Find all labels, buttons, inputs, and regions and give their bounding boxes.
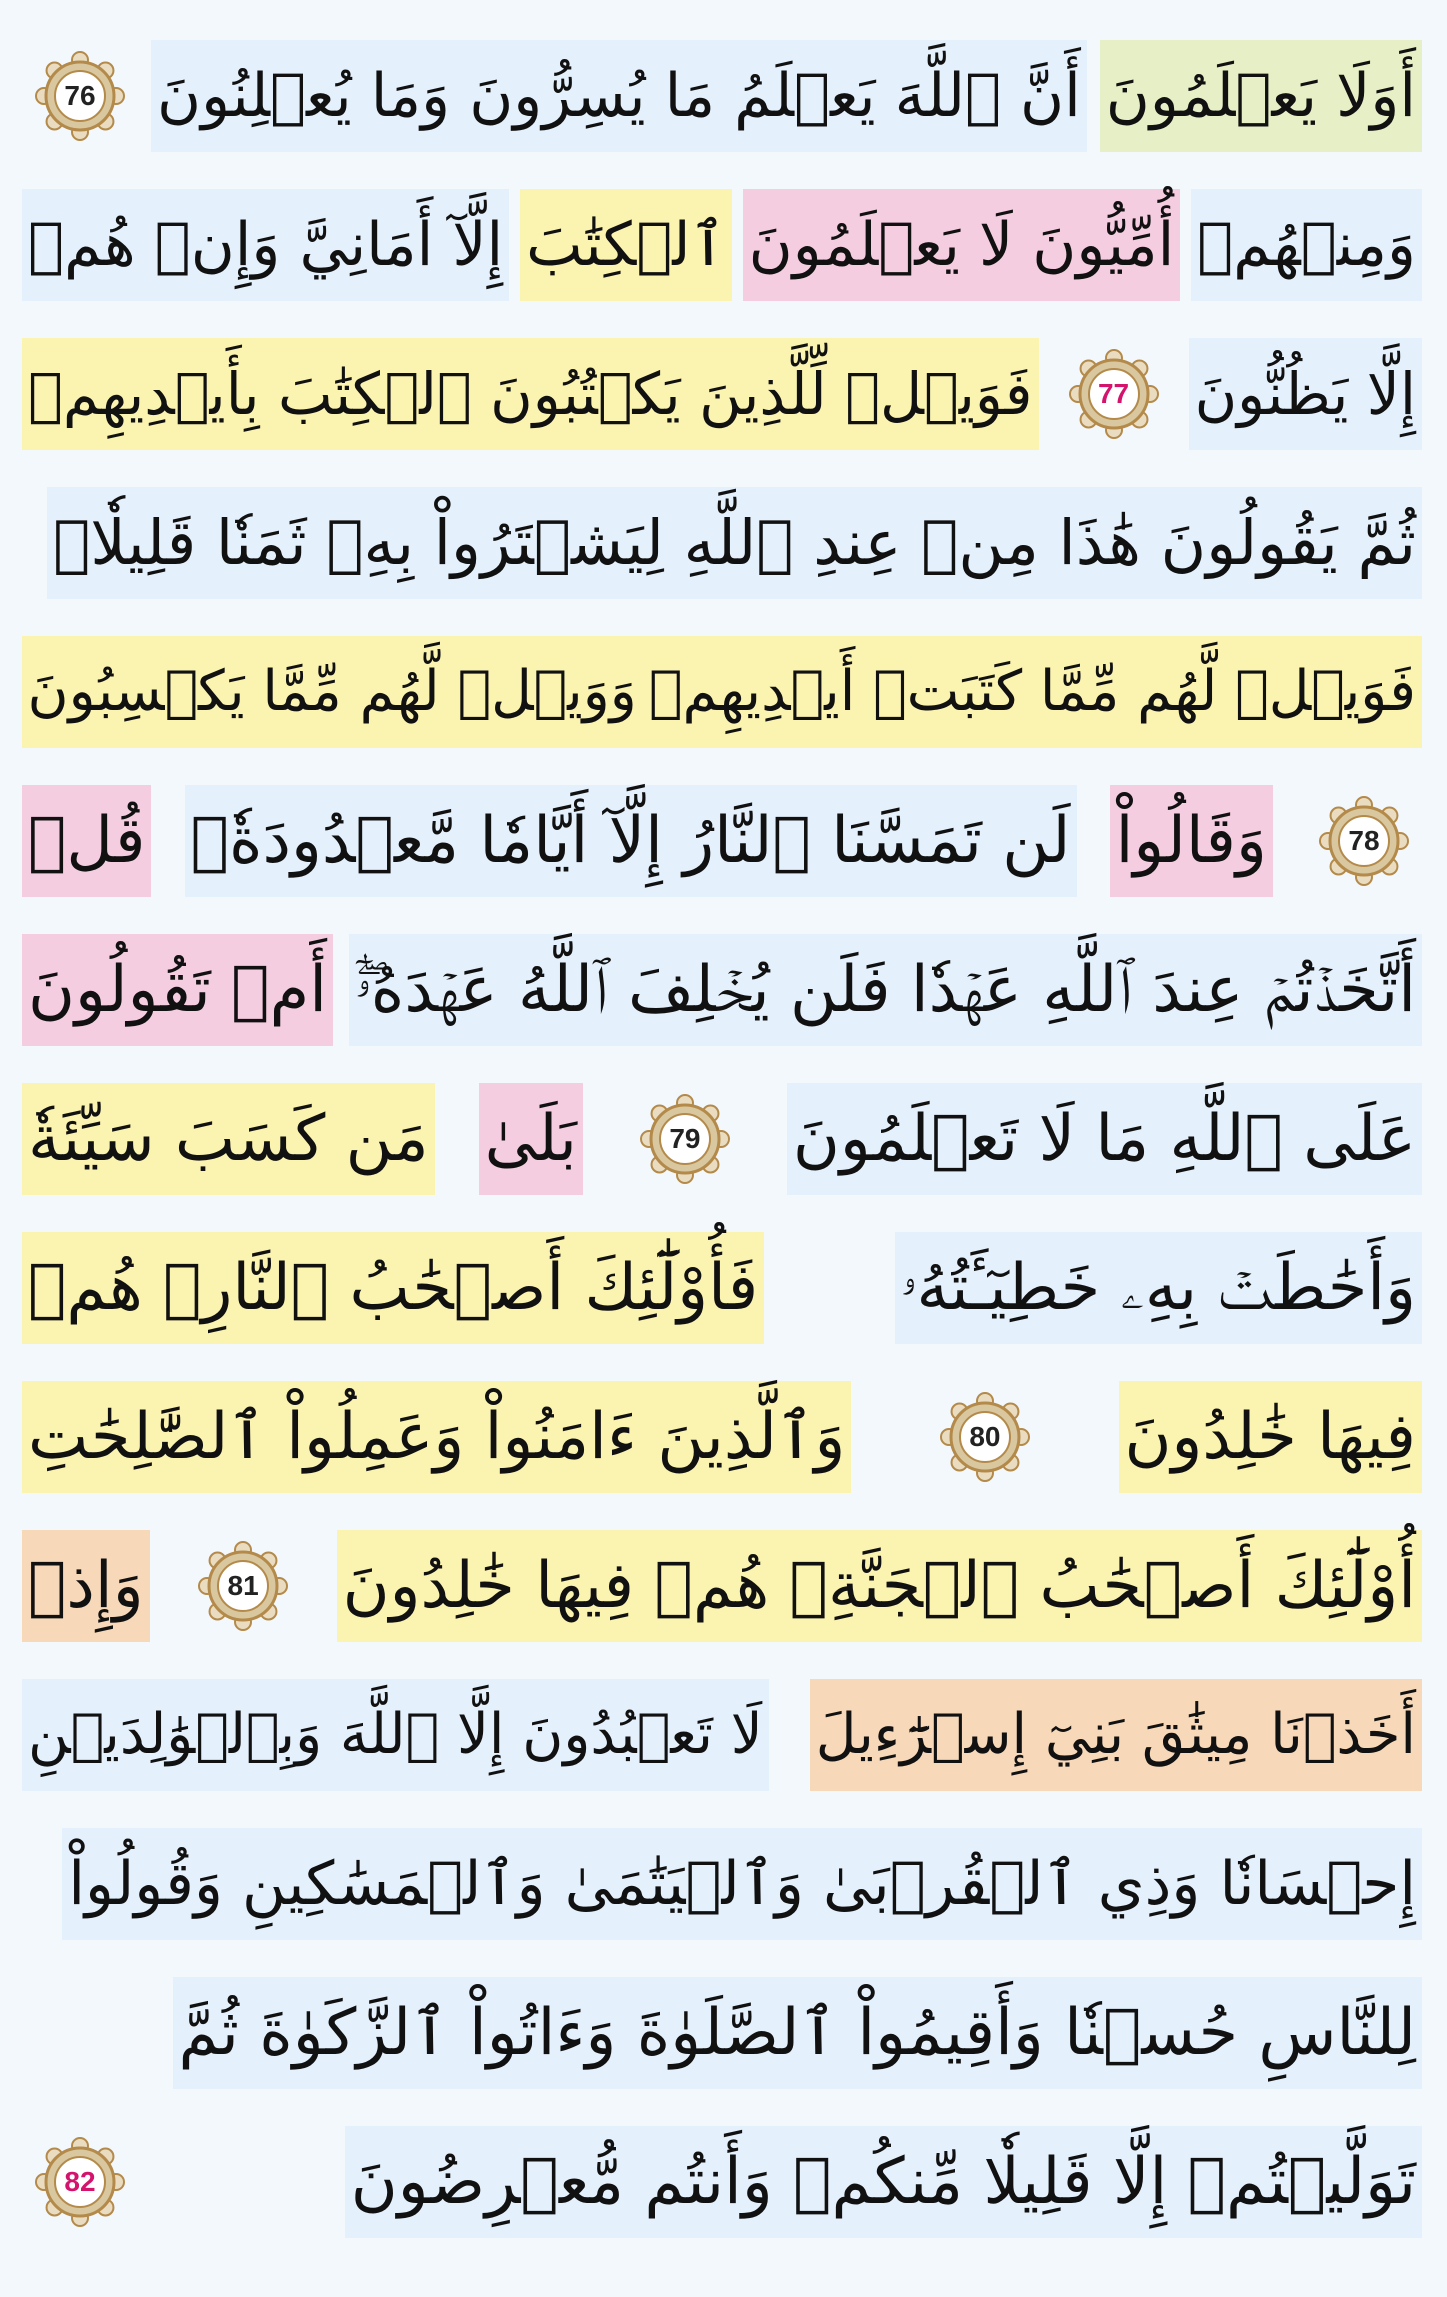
ayah-text-segment: أَمۡ تَقُولُونَ xyxy=(22,934,333,1046)
ayah-text-segment: وَمِنۡهُمۡ xyxy=(1191,189,1422,301)
verse-line xyxy=(22,930,1422,1050)
verse-number-77 xyxy=(1066,346,1162,442)
verse-number-label: 76 xyxy=(64,80,96,111)
ayah-text-segment: أَتَّخَذۡتُمۡ عِندَ ٱللَّهِ عَهۡدٗا فَلَن يُخۡلِفَ ٱللَّهُ عَهۡدَهُۥٓۖ xyxy=(349,934,1422,1046)
verse-number-label: 81 xyxy=(227,1570,259,1601)
verse-line xyxy=(22,632,1422,752)
verse-number-81 xyxy=(195,1538,291,1634)
verse-number-label: 77 xyxy=(1097,378,1130,409)
ayah-text-segment: تَوَلَّيۡتُمۡ إِلَّا قَلِيلٗا مِّنكُمۡ وَأَنتُم مُّعۡرِضُونَ xyxy=(345,2126,1422,2238)
verse-number-79 xyxy=(637,1091,733,1187)
verse-number-label: 80 xyxy=(969,1421,1001,1452)
ayah-text-segment: أَخَذۡنَا مِيثَٰقَ بَنِيٓ إِسۡرَٰٓءِيلَ xyxy=(810,1679,1422,1791)
ayah-text-segment: إِلَّآ أَمَانِيَّ وَإِنۡ هُمۡ xyxy=(22,189,509,301)
ayah-text-segment: عَلَى ٱللَّهِ مَا لَا تَعۡلَمُونَ xyxy=(787,1083,1422,1195)
ayah-text-segment: لَن تَمَسَّنَا ٱلنَّارُ إِلَّآ أَيَّامٗا مَّعۡدُودَةٗۚ xyxy=(185,785,1077,897)
ayah-text-segment: بَلَىٰ xyxy=(479,1083,583,1195)
ayah-text-segment: أَوَلَا يَعۡلَمُونَ xyxy=(1100,40,1422,152)
verse-number-82 xyxy=(32,2134,128,2230)
verse-line xyxy=(22,1824,1422,1944)
verse-line xyxy=(22,1675,1422,1795)
verse-line xyxy=(22,334,1422,454)
ayah-text-segment: إِلَّا يَظُنُّونَ xyxy=(1189,338,1422,450)
verse-number-80 xyxy=(937,1389,1033,1485)
verse-line xyxy=(22,483,1422,603)
ayah-text-segment: وَٱلَّذِينَ ءَامَنُواْ وَعَمِلُواْ ٱلصَّٰلِحَٰتِ xyxy=(22,1381,851,1493)
verse-number-label: 78 xyxy=(1348,825,1380,856)
ayah-text-segment: فَوَيۡلٞ لِّلَّذِينَ يَكۡتُبُونَ ٱلۡكِتَٰبَ بِأَيۡدِيهِمۡ xyxy=(22,338,1039,450)
verse-number-label: 82 xyxy=(64,2166,96,2197)
verse-number-78 xyxy=(1316,793,1412,889)
verse-line xyxy=(22,2122,1422,2242)
ayah-text-segment: لِلنَّاسِ حُسۡنٗا وَأَقِيمُواْ ٱلصَّلَوٰةَ وَءَاتُواْ ٱلزَّكَوٰةَ ثُمَّ xyxy=(173,1977,1423,2089)
ayah-text-segment: وَإِذۡ xyxy=(22,1530,150,1642)
ayah-text-segment: فَوَيۡلٞ لَّهُم مِّمَّا كَتَبَتۡ أَيۡدِيهِمۡ xyxy=(643,636,1422,748)
verse-line xyxy=(22,185,1422,305)
verse-number-76 xyxy=(32,48,128,144)
verse-line xyxy=(22,1228,1422,1348)
ayah-text-segment: أَنَّ ٱللَّهَ يَعۡلَمُ مَا يُسِرُّونَ وَمَا يُعۡلِنُونَ xyxy=(151,40,1087,152)
verse-line xyxy=(22,1526,1422,1646)
ayah-text-segment: وَأَحَٰطَتۡ بِهِۦ خَطِيٓـَٔتُهُۥ xyxy=(895,1232,1423,1344)
verse-line xyxy=(22,1973,1422,2093)
ayah-text-segment: فَأُوْلَٰٓئِكَ أَصۡحَٰبُ ٱلنَّارِۖ هُمۡ xyxy=(22,1232,764,1344)
verse-line xyxy=(22,781,1422,901)
ayah-text-segment: إِحۡسَانٗا وَذِي ٱلۡقُرۡبَىٰ وَٱلۡيَتَٰمَىٰ وَٱلۡمَسَٰكِينِ وَقُولُواْ xyxy=(62,1828,1422,1940)
ayah-text-segment: ٱلۡكِتَٰبَ xyxy=(520,189,732,301)
verse-line xyxy=(22,1079,1422,1199)
ayah-text-segment: وَوَيۡلٞ لَّهُم مِّمَّا يَكۡسِبُونَ xyxy=(22,636,643,748)
verse-number-label: 79 xyxy=(669,1123,701,1154)
ayah-text-segment: فِيهَا خَٰلِدُونَ xyxy=(1119,1381,1423,1493)
verse-line xyxy=(22,36,1422,156)
ayah-text-segment: أُوْلَٰٓئِكَ أَصۡحَٰبُ ٱلۡجَنَّةِۖ هُمۡ فِيهَا خَٰلِدُونَ xyxy=(337,1530,1422,1642)
ayah-text-segment: لَا تَعۡبُدُونَ إِلَّا ٱللَّهَ وَبِٱلۡوَٰلِدَيۡنِ xyxy=(22,1679,769,1791)
ayah-text-segment: وَقَالُواْ xyxy=(1110,785,1273,897)
ayah-text-segment: قُلۡ xyxy=(22,785,151,897)
ayah-text-segment: ثُمَّ يَقُولُونَ هَٰذَا مِنۡ عِندِ ٱللَّهِ لِيَشۡتَرُواْ بِهِۦ ثَمَنٗا قَلِيلٗاۖ xyxy=(47,487,1422,599)
ayah-text-segment: مَن كَسَبَ سَيِّئَةٗ xyxy=(22,1083,435,1195)
ayah-text-segment: أُمِّيُّونَ لَا يَعۡلَمُونَ xyxy=(743,189,1181,301)
verse-line xyxy=(22,1377,1422,1497)
